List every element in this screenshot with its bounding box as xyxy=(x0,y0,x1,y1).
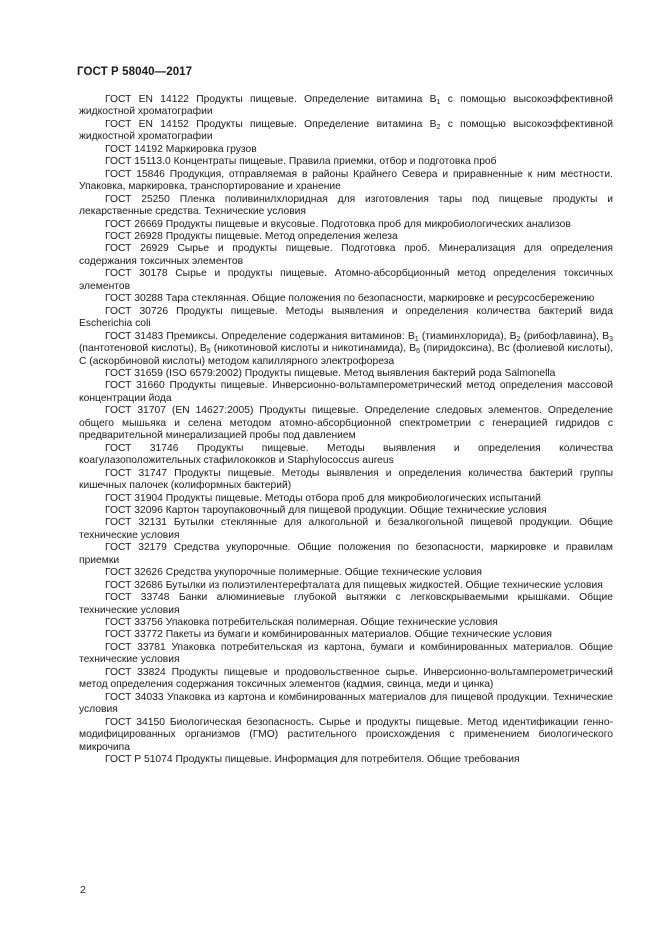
title-fragment: Сырье и продукты пищевые. Атомно-абсорбционный метод определения токсичных элементов xyxy=(79,268,613,292)
subscript: 1 xyxy=(436,99,441,106)
title-fragment: Картон тароупаковочный для пищевой продукции. Общие технические условия xyxy=(165,504,547,516)
title-fragment: Банки алюминиевые глубокой вытяжки с легковскрываемыми крышками. Общие технические условия xyxy=(79,592,613,616)
reference-code: ГОСТ 26929 xyxy=(105,243,169,255)
subscript: 2 xyxy=(436,123,441,131)
reference-code: ГОСТ 33756 xyxy=(105,617,163,629)
reference-code: ГОСТ 32686 xyxy=(105,579,163,591)
title-fragment: Продукты пищевые. Метод выявления бактерий рода Salmonella xyxy=(244,367,556,379)
title-fragment: Продукты пищевые. Методы выявления и определения количества бактерий вида Escherichia coli xyxy=(79,305,613,330)
reference-item xyxy=(79,592,613,617)
reference-code: ГОСТ 31746 xyxy=(105,442,179,454)
title-fragment: Тара стеклянная. Общие положения по безопасности, маркировке и ресурсосбережению xyxy=(165,293,595,305)
reference-item xyxy=(79,293,613,305)
reference-title xyxy=(166,293,595,304)
reference-code: ГОСТ 34033 xyxy=(105,691,164,703)
reference-title xyxy=(176,754,520,765)
page-number: 2 xyxy=(80,884,86,896)
reference-item xyxy=(79,219,613,231)
title-fragment: Продукты пищевые. Определение витамина B xyxy=(196,94,437,105)
reference-code: ГОСТ 26928 xyxy=(105,230,163,242)
reference-code: ГОСТ 31483 xyxy=(105,330,164,342)
reference-item xyxy=(79,567,613,579)
title-fragment: (никотиновой кислоты и никотинамида), B xyxy=(210,343,417,355)
reference-item xyxy=(79,119,613,144)
title-fragment: Бутылки из полиэтилентерефталата для пищевых жидкостей. Общие технические условия xyxy=(165,579,603,591)
reference-title xyxy=(166,617,498,628)
reference-item xyxy=(79,268,613,293)
reference-code: ГОСТ 31747 xyxy=(105,467,168,479)
subscript: 6 xyxy=(416,348,421,356)
reference-item xyxy=(79,617,613,629)
title-fragment: (рибофлавина), B xyxy=(520,330,610,342)
reference-item xyxy=(79,243,613,268)
reference-title xyxy=(166,580,603,591)
title-fragment: Продукты пищевые. Методы отбора проб для микробиологических испытаний xyxy=(165,492,541,504)
title-fragment: с помощью высокоэффективной жидкостной хроматографии xyxy=(79,94,613,118)
reference-title xyxy=(166,493,541,504)
reference-title xyxy=(245,368,556,379)
reference-code: ГОСТ Р 51074 xyxy=(105,754,173,766)
reference-item xyxy=(79,493,613,505)
reference-item xyxy=(79,306,613,331)
subscript: 2 xyxy=(516,335,521,343)
reference-code: ГОСТ 32096 xyxy=(105,504,163,516)
reference-code: ГОСТ 33772 xyxy=(105,629,163,641)
title-fragment: Пленка поливинилхлоридная для изготовления тары под пищевые продукты и лекарственные средства. Технические условия xyxy=(79,193,613,218)
reference-item xyxy=(79,580,613,592)
document-header: ГОСТ Р 58040—2017 xyxy=(77,66,193,78)
reference-code: ГОСТ 32179 xyxy=(105,542,167,554)
reference-item xyxy=(79,169,613,194)
reference-code: ГОСТ 32131 xyxy=(105,517,167,529)
reference-item xyxy=(79,94,613,119)
reference-code: ГОСТ 31707 (EN 14627:2005) xyxy=(105,405,254,417)
reference-code: ГОСТ 31904 xyxy=(105,492,163,504)
reference-item xyxy=(79,754,613,766)
title-fragment: Упаковка из картона и комбинированных материалов для пищевой продукции. Технические условия xyxy=(79,691,613,716)
subscript: 1 xyxy=(414,335,419,343)
title-fragment: Продукты пищевые. Определение следовых элементов. Определение общего мышьяка и селена методом атомно-абсорбционной спектрометрии с генерацией гидридов с предварительной минерализацией пробы под давлением xyxy=(79,405,614,442)
reference-title xyxy=(174,156,497,167)
reference-item xyxy=(79,156,613,168)
reference-code: ГОСТ 33824 xyxy=(105,666,166,678)
title-fragment: Продукты пищевые и продовольственное сырье. Инверсионно-вольтамперометрический метод определения содержания токсичных элементов (кадмия, свинца, меди и цинка) xyxy=(79,666,613,691)
normative-references-list xyxy=(79,94,613,766)
reference-code: ГОСТ 32626 xyxy=(105,567,163,579)
reference-item xyxy=(79,517,613,542)
title-fragment: Бутылки стеклянные для алкогольной и безалкогольной пищевой продукции. Общие технические условия xyxy=(79,517,613,541)
reference-item xyxy=(79,331,613,368)
title-fragment: Продукты пищевые. Методы выявления и определения количества бактерий группы кишечных палочек (колиформных бактерий) xyxy=(79,467,613,492)
reference-item xyxy=(79,717,613,754)
reference-title xyxy=(166,629,552,640)
title-fragment: (тиаминхлорида), B xyxy=(418,330,517,342)
subscript: 5 xyxy=(206,348,211,356)
title-fragment: Продукты пищевые. Метод определения железа xyxy=(165,230,398,242)
title-fragment: Биологическая безопасность. Сырье и продукты пищевые. Метод идентификации генно-модифицированных организмов (ГМО) растительного происхождения с применением биологического микрочипа xyxy=(79,716,613,753)
reference-item xyxy=(79,194,613,219)
title-fragment: Продукты пищевые и вкусовые. Подготовка проб для микробиологических анализов xyxy=(165,218,571,230)
reference-code: ГОСТ 25250 xyxy=(105,193,170,205)
reference-code: ГОСТ 15846 xyxy=(105,168,165,180)
reference-item xyxy=(79,144,613,156)
reference-code: ГОСТ EN 14122 xyxy=(105,94,189,105)
title-fragment: Упаковка потребительская из картона, бумаги и комбинированных материалов. Общие технические условия xyxy=(79,641,613,666)
reference-item xyxy=(79,642,613,667)
title-fragment: (пиридоксина), Bc (фолиевой кислоты), C (аскорбиновой кислоты) методом капиллярного электрофореза xyxy=(79,343,613,367)
reference-code: ГОСТ EN 14152 xyxy=(105,118,189,130)
reference-code: ГОСТ 31660 xyxy=(105,380,165,392)
title-fragment: Продукты пищевые. Инверсионно-вольтамперометрический метод определения массовой концентрации йода xyxy=(79,380,613,404)
title-fragment: Средства укупорочные. Общие положения по безопасности, маркировке и правилам приемки xyxy=(79,542,613,566)
reference-code: ГОСТ 14192 xyxy=(105,143,163,155)
reference-code: ГОСТ 30726 xyxy=(105,305,169,317)
reference-code: ГОСТ 34150 xyxy=(105,716,165,728)
title-fragment: Средства укупорочные полимерные. Общие технические условия xyxy=(165,567,482,579)
reference-code: ГОСТ 33748 xyxy=(105,592,170,604)
title-fragment: с помощью высокоэффективной жидкостной хроматографии xyxy=(79,118,613,143)
reference-item xyxy=(79,629,613,641)
title-fragment: Премиксы. Определение содержания витаминов: B xyxy=(166,330,415,342)
reference-code: ГОСТ 30178 xyxy=(105,268,168,280)
reference-item xyxy=(79,443,613,468)
reference-item xyxy=(79,368,613,380)
reference-code: ГОСТ 15113.0 xyxy=(105,156,171,168)
reference-item xyxy=(79,667,613,692)
reference-item xyxy=(79,542,613,567)
reference-code: ГОСТ 26669 xyxy=(105,218,163,230)
title-fragment: Маркировка грузов xyxy=(165,143,257,155)
title-fragment: Продукты пищевые. Информация для потребителя. Общие требования xyxy=(175,754,520,766)
reference-title xyxy=(166,231,398,242)
reference-item xyxy=(79,380,613,405)
title-fragment: Продукция, отправляемая в районы Крайнего Севера и приравненные к ним местности. Упаковка, маркировка, транспортирование и хранение xyxy=(79,168,613,193)
title-fragment: Концентраты пищевые. Правила приемки, отбор и подготовка проб xyxy=(173,156,497,168)
reference-item xyxy=(79,405,613,442)
title-fragment: Упаковка потребительская полимерная. Общие технические условия xyxy=(165,617,498,629)
reference-code: ГОСТ 30288 xyxy=(105,293,163,305)
title-fragment: Продукты пищевые. Определение витамина B xyxy=(196,118,437,130)
title-fragment: Сырье и продукты пищевые. Подготовка проб. Минерализация для определения содержания токсичных элементов xyxy=(79,243,614,267)
reference-item xyxy=(79,468,613,493)
reference-title xyxy=(166,505,547,516)
subscript: 3 xyxy=(609,335,613,343)
reference-item xyxy=(79,231,613,243)
reference-title xyxy=(166,567,482,578)
reference-code: ГОСТ 33781 xyxy=(105,641,166,653)
title-fragment: (пантотеновой кислоты), B xyxy=(79,343,207,355)
title-fragment: Пакеты из бумаги и комбинированных материалов. Общие технические условия xyxy=(165,629,552,641)
reference-item xyxy=(79,692,613,717)
reference-item xyxy=(79,505,613,517)
title-fragment: Продукты пищевые. Методы выявления и определения количества коагулазоположительных стафилококков и Staphylococcus aureus xyxy=(79,442,613,467)
reference-title xyxy=(166,144,257,155)
reference-title xyxy=(166,219,571,230)
reference-code: ГОСТ 31659 (ISO 6579:2002) xyxy=(105,367,242,379)
